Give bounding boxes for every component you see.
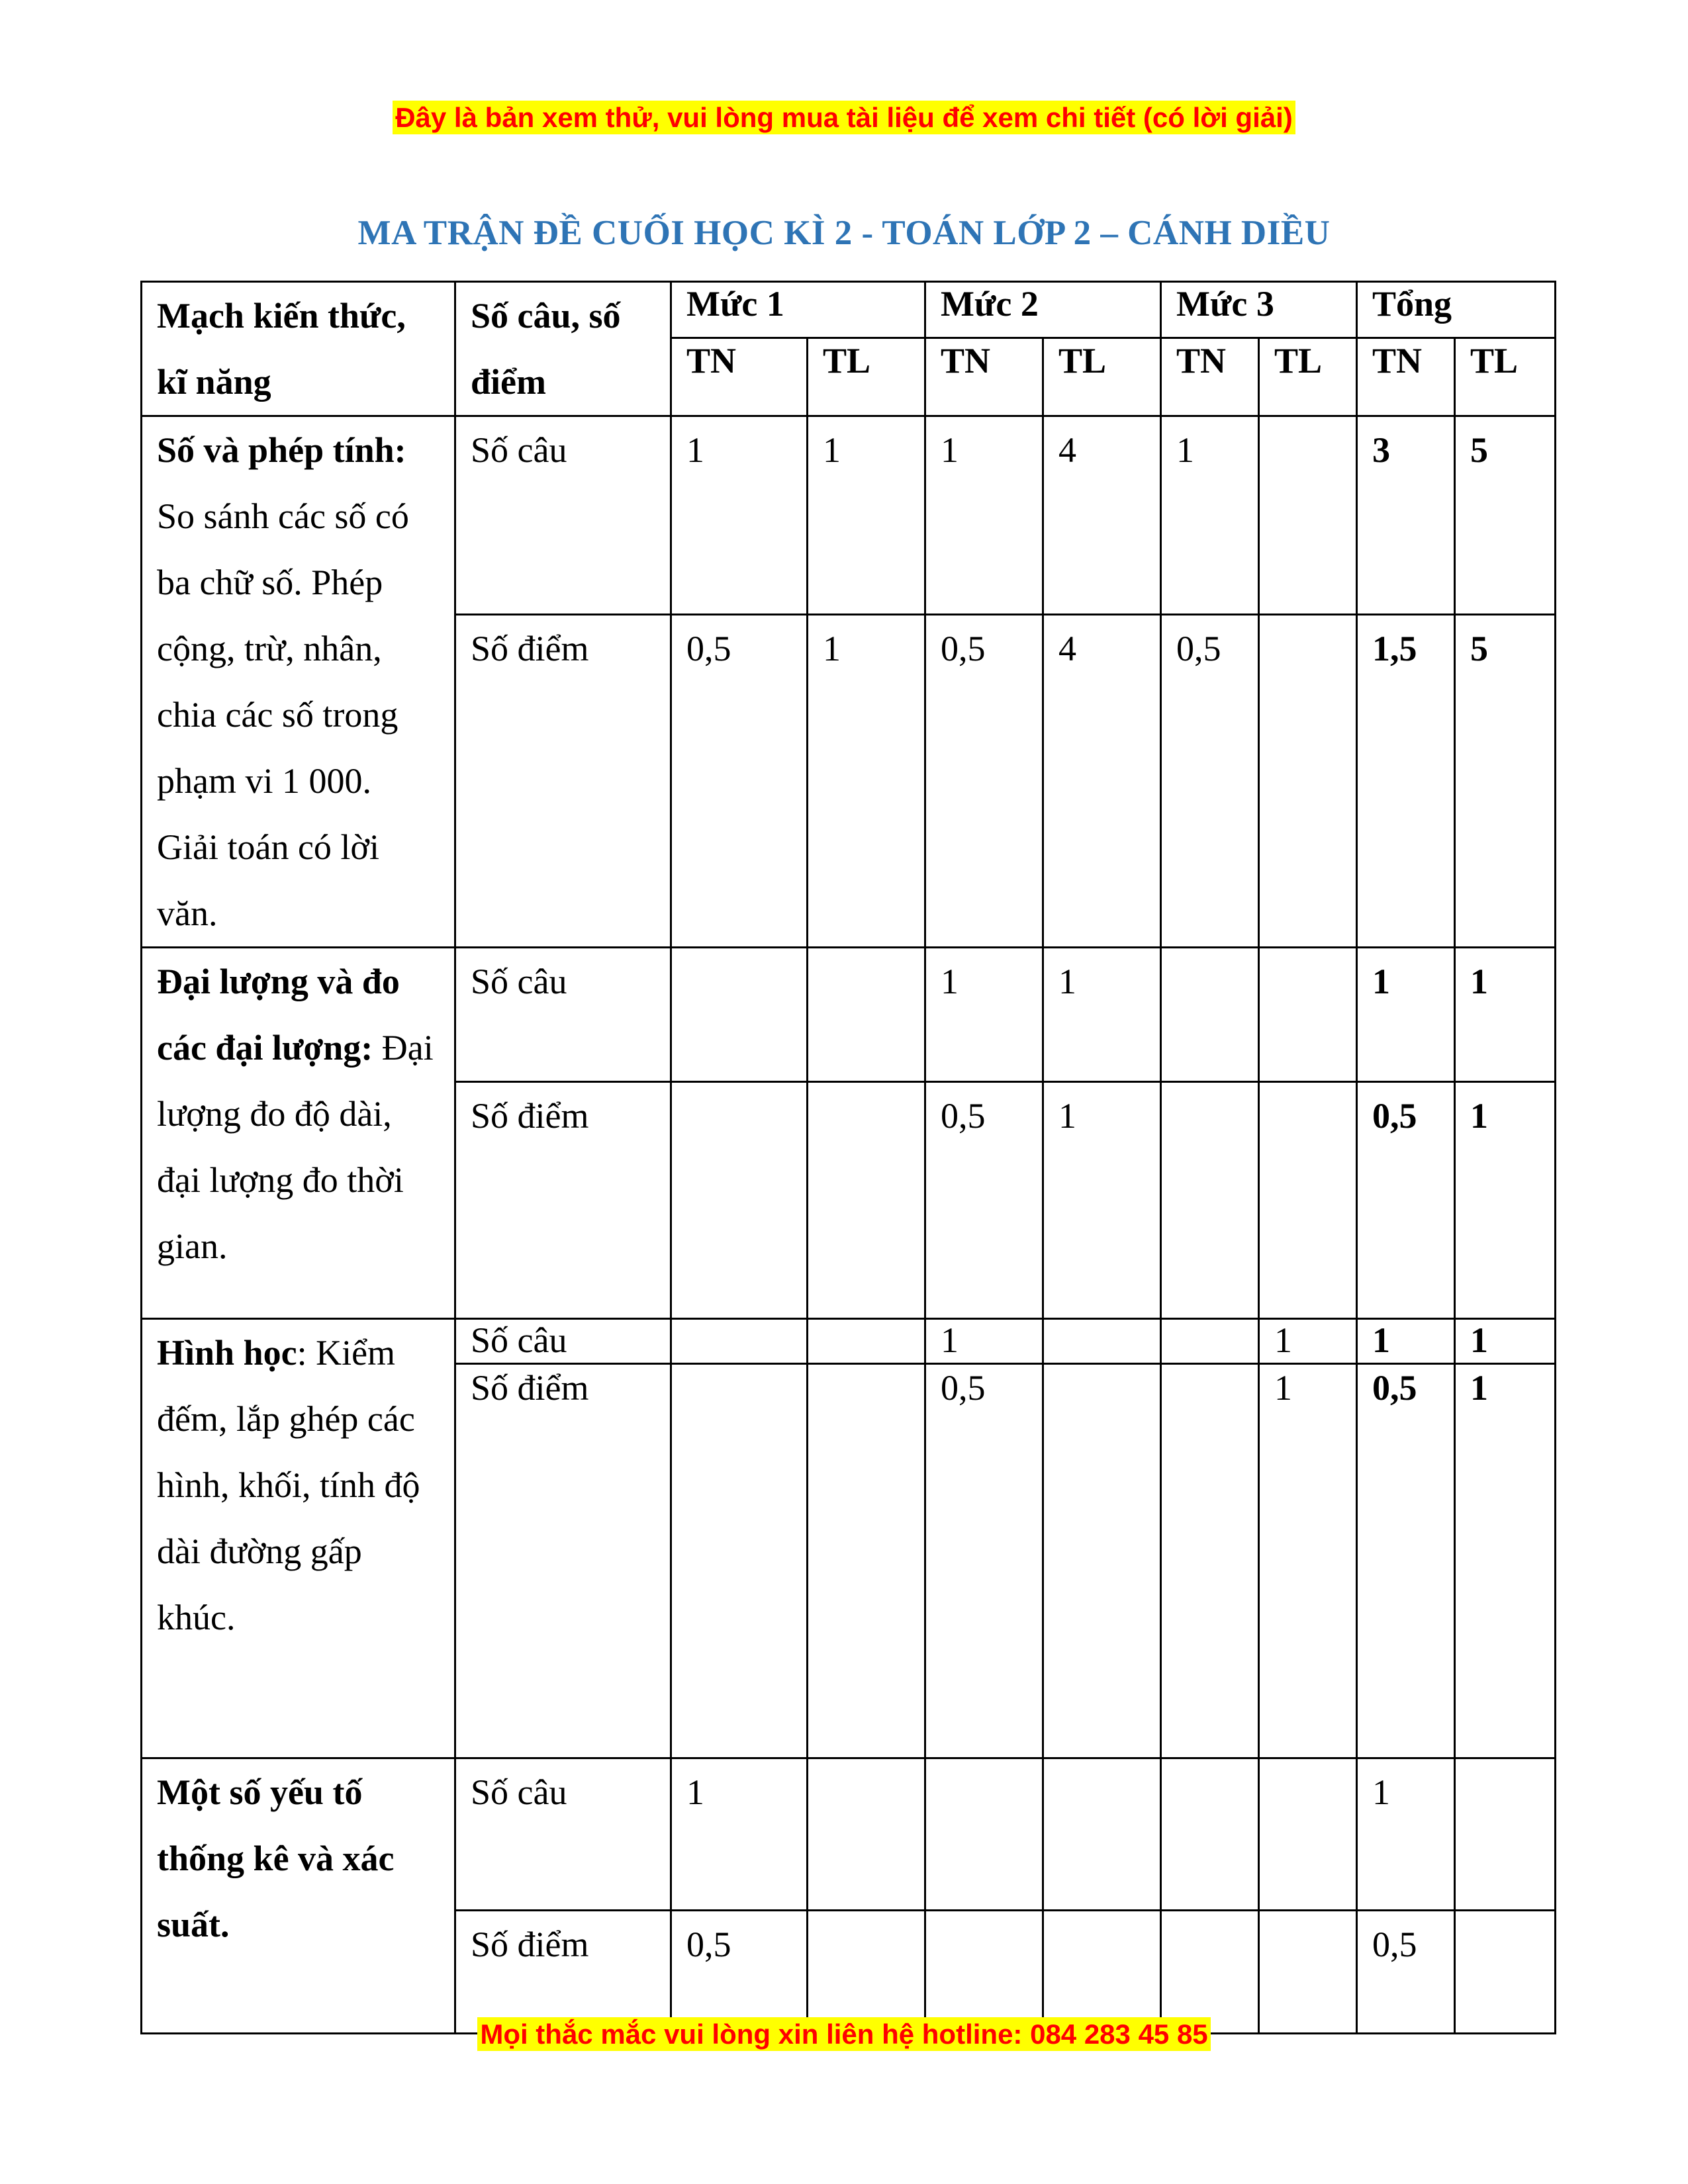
topic-cell: Đại lượng và đo các đại lượng: Đại lượng đo độ dài, đại lượng đo thời gian. [142, 948, 455, 1319]
topic-cell: Số và phép tính: So sánh các số có ba chữ số. Phép cộng, trừ, nhân, chia các số trong phạm vi 1 000. Giải toán có lời văn. [142, 416, 455, 948]
value-cell [671, 1082, 808, 1319]
header-tl: TL [1043, 338, 1161, 416]
total-cell: 0,5 [1357, 1364, 1455, 1758]
total-cell [1455, 1911, 1556, 2034]
table-row [142, 416, 1556, 615]
value-cell: 1 [1043, 948, 1161, 1082]
hotline-notice-text: Mọi thắc mắc vui lòng xin liên hệ hotline: 084 283 45 85 [477, 2017, 1210, 2051]
value-cell: 1 [1259, 1364, 1357, 1758]
value-cell [808, 948, 925, 1082]
value-cell: 1 [925, 416, 1043, 615]
header-topic: Mạch kiến thức, kĩ năng [142, 282, 455, 416]
type-label: Số điểm [455, 1364, 671, 1758]
value-cell: 1 [671, 416, 808, 615]
value-cell [1259, 948, 1357, 1082]
total-cell: 1 [1455, 948, 1556, 1082]
value-cell [925, 1758, 1043, 1911]
value-cell [925, 1911, 1043, 2034]
value-cell: 4 [1043, 615, 1161, 948]
value-cell [1161, 1319, 1259, 1364]
value-cell: 1 [925, 1319, 1043, 1364]
type-label: Số câu [455, 1319, 671, 1364]
value-cell [671, 948, 808, 1082]
value-cell: 1 [808, 615, 925, 948]
type-label: Số câu [455, 1758, 671, 1911]
topic-cell: Hình học: Kiểm đếm, lắp ghép các hình, khối, tính độ dài đường gấp khúc. [142, 1319, 455, 1758]
total-cell: 5 [1455, 416, 1556, 615]
value-cell: 1 [925, 948, 1043, 1082]
total-cell: 1 [1455, 1319, 1556, 1364]
value-cell: 0,5 [925, 1082, 1043, 1319]
total-cell [1455, 1758, 1556, 1911]
value-cell: 4 [1043, 416, 1161, 615]
header-tn: TN [1357, 338, 1455, 416]
type-label: Số điểm [455, 1082, 671, 1319]
type-label: Số điểm [455, 1911, 671, 2034]
value-cell [1043, 1319, 1161, 1364]
value-cell: 0,5 [925, 615, 1043, 948]
exam-matrix-table [140, 281, 1556, 2034]
table-row [142, 1319, 1556, 1364]
header-level-3: Mức 3 [1161, 282, 1357, 338]
value-cell [1259, 416, 1357, 615]
total-cell: 3 [1357, 416, 1455, 615]
header-tl: TL [808, 338, 925, 416]
total-cell: 1 [1357, 948, 1455, 1082]
value-cell: 0,5 [671, 615, 808, 948]
value-cell [1043, 1758, 1161, 1911]
type-label: Số điểm [455, 615, 671, 948]
value-cell [1161, 1758, 1259, 1911]
topic-cell: Một số yếu tố thống kê và xác suất. [142, 1758, 455, 2034]
preview-notice [0, 102, 1688, 134]
value-cell: 1 [1259, 1319, 1357, 1364]
total-cell: 5 [1455, 615, 1556, 948]
value-cell: 1 [671, 1758, 808, 1911]
header-row-levels [142, 282, 1556, 338]
value-cell: 0,5 [925, 1364, 1043, 1758]
value-cell [1043, 1911, 1161, 2034]
hotline-notice [0, 2019, 1688, 2050]
total-cell: 0,5 [1357, 1082, 1455, 1319]
header-tn: TN [1161, 338, 1259, 416]
value-cell [671, 1364, 808, 1758]
value-cell [1043, 1364, 1161, 1758]
value-cell [808, 1082, 925, 1319]
value-cell [1161, 1082, 1259, 1319]
value-cell [808, 1911, 925, 2034]
total-cell: 1 [1357, 1319, 1455, 1364]
value-cell [808, 1364, 925, 1758]
value-cell: 1 [808, 416, 925, 615]
header-tn: TN [925, 338, 1043, 416]
value-cell [1161, 1911, 1259, 2034]
preview-notice-text: Đây là bản xem thử, vui lòng mua tài liệu để xem chi tiết (có lời giải) [393, 101, 1295, 134]
type-label: Số câu [455, 948, 671, 1082]
total-cell: 1 [1357, 1758, 1455, 1911]
value-cell [1259, 1082, 1357, 1319]
value-cell [671, 1319, 808, 1364]
value-cell [1161, 948, 1259, 1082]
header-type: Số câu, số điểm [455, 282, 671, 416]
value-cell [1259, 615, 1357, 948]
type-label: Số câu [455, 416, 671, 615]
value-cell [1161, 1364, 1259, 1758]
header-level-1: Mức 1 [671, 282, 925, 338]
value-cell: 1 [1043, 1082, 1161, 1319]
header-level-2: Mức 2 [925, 282, 1161, 338]
header-tn: TN [671, 338, 808, 416]
total-cell: 0,5 [1357, 1911, 1455, 2034]
header-total: Tổng [1357, 282, 1556, 338]
value-cell [1259, 1758, 1357, 1911]
value-cell [1259, 1911, 1357, 2034]
value-cell: 0,5 [671, 1911, 808, 2034]
header-tl: TL [1259, 338, 1357, 416]
value-cell: 1 [1161, 416, 1259, 615]
document-title: MA TRẬN ĐỀ CUỐI HỌC KÌ 2 - TOÁN LỚP 2 – CÁNH DIỀU [357, 214, 1331, 252]
value-cell [808, 1758, 925, 1911]
table-row [142, 1758, 1556, 1911]
value-cell: 0,5 [1161, 615, 1259, 948]
value-cell [808, 1319, 925, 1364]
total-cell: 1,5 [1357, 615, 1455, 948]
table-row [142, 948, 1556, 1082]
total-cell: 1 [1455, 1364, 1556, 1758]
total-cell: 1 [1455, 1082, 1556, 1319]
header-tl: TL [1455, 338, 1556, 416]
